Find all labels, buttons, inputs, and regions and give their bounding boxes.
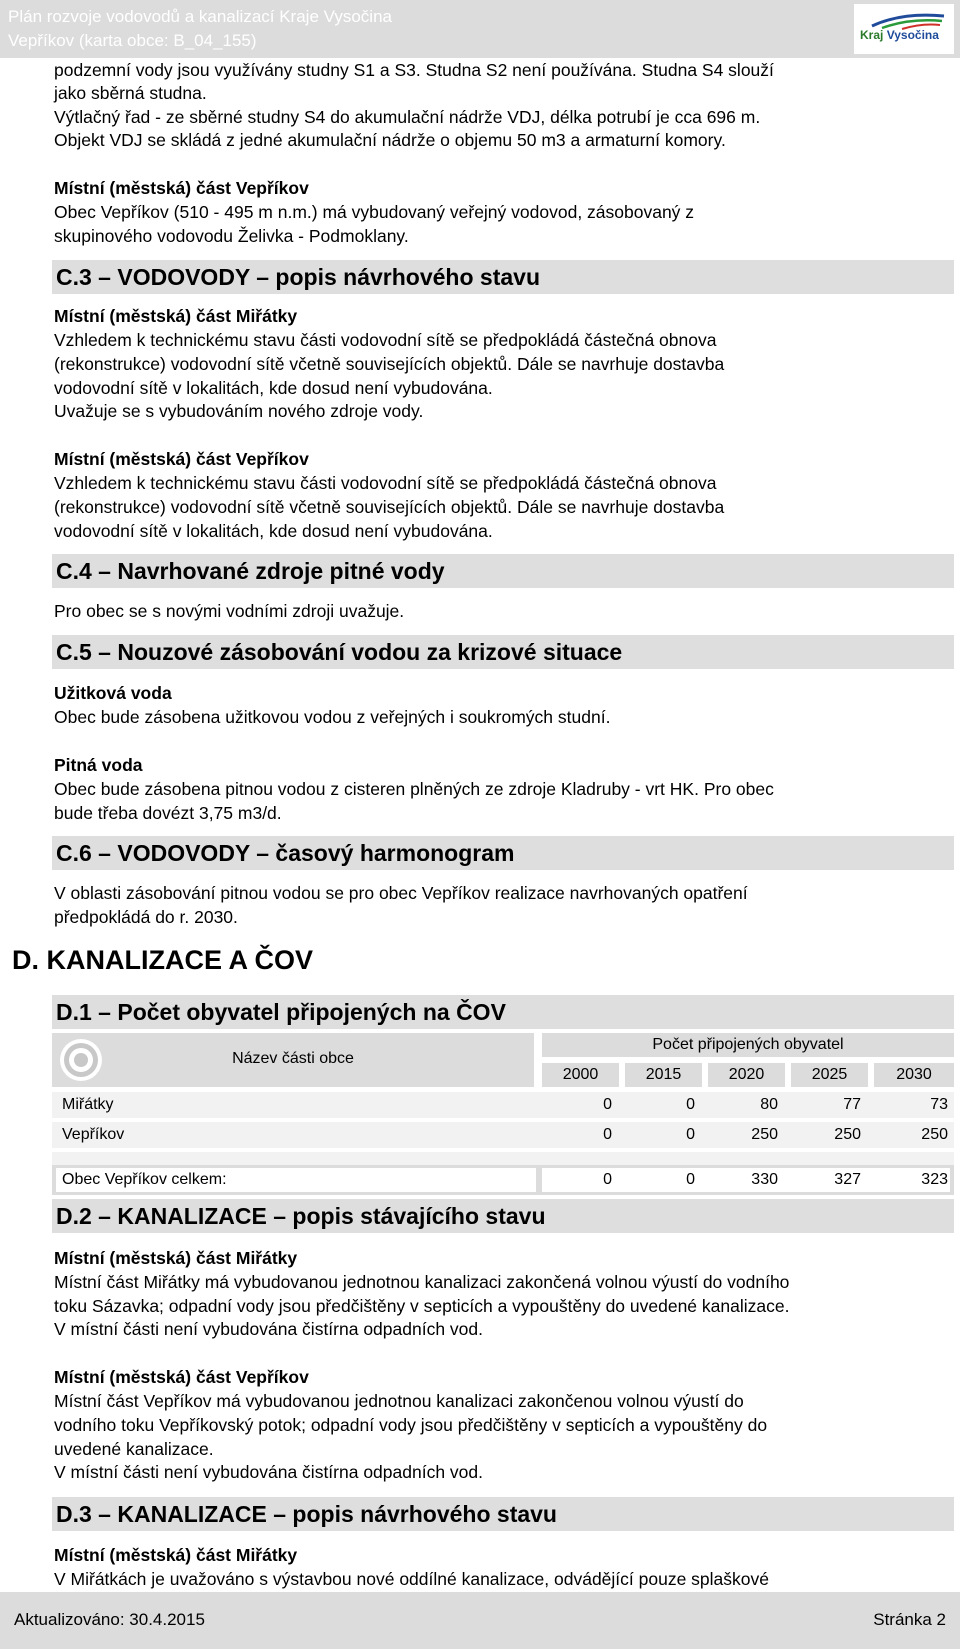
total-value: 0 (686, 1171, 695, 1188)
section-title-c5: C.5 – Nouzové zásobování vodou za krizové situace (52, 635, 954, 669)
paragraph-line: vodovodní sítě v lokalitách, kde dosud není vybudována. (54, 521, 493, 541)
paragraph-line: bude třeba dovézt 3,75 m3/d. (54, 803, 282, 823)
logo-text-a: Kraj (860, 28, 887, 42)
paragraph-line: vodovodní sítě v lokalitách, kde dosud není vybudována. (54, 378, 493, 398)
section-title-c6: C.6 – VODOVODY – časový harmonogram (52, 836, 954, 870)
table-row (52, 1092, 954, 1118)
paragraph-line: Obec bude zásobena pitnou vodou z cisteren plněných ze zdroje Kladruby - vrt HK. Pro obec (54, 779, 774, 799)
row-value: 80 (760, 1096, 778, 1113)
paragraph-line: skupinového vodovodu Želivka - Podmoklany. (54, 226, 409, 246)
paragraph-line: toku Sázavka; odpadní vody jsou předčištěny v septicích a vypouštěny do uvedené kanalizace. (54, 1296, 790, 1316)
row-value: 250 (921, 1126, 948, 1143)
paragraph-line: (rekonstrukce) vodovodní sítě včetně souvisejících objektů. Dále se navrhuje dostavba (54, 354, 725, 374)
section-title-d2: D.2 – KANALIZACE – popis stávajícího stavu (52, 1199, 954, 1233)
year-header: 2020 (708, 1063, 785, 1087)
section-title-d1: D.1 – Počet obyvatel připojených na ČOV (52, 995, 954, 1029)
table-row (52, 1122, 954, 1148)
paragraph-line: Obec Vepříkov (510 - 495 m n.m.) má vybudovaný veřejný vodovod, zásobovaný z (54, 202, 695, 222)
paragraph-line: Uvažuje se s vybudováním nového zdroje vody. (54, 401, 424, 421)
year-header: 2000 (542, 1063, 619, 1087)
paragraph-line: Vzhledem k technickému stavu části vodovodní sítě se předpokládá částečná obnova (54, 330, 717, 350)
section-subheading: Užitková voda (54, 683, 172, 703)
paragraph-line: Pro obec se s novými vodními zdroji uvažuje. (54, 601, 405, 621)
total-name: Obec Vepříkov celkem: (62, 1171, 227, 1188)
row-value: 73 (930, 1096, 948, 1113)
intro-line: podzemní vody jsou využívány studny S1 a S3. Studna S2 není používána. Studna S4 slouží (54, 60, 774, 80)
section-subheading: Místní (městská) část Vepříkov (54, 178, 309, 198)
kraj-vysocina-logo (854, 4, 954, 54)
section-title-c3: C.3 – VODOVODY – popis návrhového stavu (52, 260, 954, 294)
row-value: 250 (751, 1126, 778, 1143)
row-value: 0 (603, 1126, 612, 1143)
total-value: 323 (921, 1171, 948, 1188)
table-total-row (52, 1165, 954, 1195)
section-subheading: Místní (městská) část Miřátky (54, 306, 298, 326)
logo-text-b: Vysočina (886, 28, 939, 42)
updated-date: Aktualizováno: 30.4.2015 (14, 1610, 205, 1629)
total-value: 330 (751, 1171, 778, 1188)
row-name: Vepříkov (62, 1126, 125, 1143)
row-value: 0 (686, 1126, 695, 1143)
section-subheading: Místní (městská) část Vepříkov (54, 1367, 309, 1387)
intro-line: Objekt VDJ se skládá z jedné akumulační nádrže o objemu 50 m3 a armaturní komory. (54, 130, 726, 150)
chapter-title-d: D. KANALIZACE A ČOV (12, 945, 313, 975)
year-header: 2030 (874, 1063, 954, 1087)
paragraph-line: V místní části není vybudována čistírna odpadních vod. (54, 1462, 483, 1482)
section-subheading: Místní (městská) část Vepříkov (54, 449, 309, 469)
total-value: 0 (603, 1171, 612, 1188)
logo-swoosh-icon (862, 10, 948, 30)
table-header-name (52, 1033, 534, 1087)
paragraph-line: uvedené kanalizace. (54, 1439, 214, 1459)
header-title: Plán rozvoje vodovodů a kanalizací Kraje Vysočina (8, 7, 392, 26)
paragraph-line: Místní část Miřátky má vybudovanou jednotnou kanalizaci zakončená volnou výustí do vodního (54, 1272, 790, 1292)
paragraph-line: Obec bude zásobena užitkovou vodou z veřejných i soukromých studní. (54, 707, 611, 727)
paragraph-line: V oblasti zásobování pitnou vodou se pro obec Vepříkov realizace navrhovaných opatření (54, 883, 748, 903)
year-header: 2015 (625, 1063, 702, 1087)
row-value: 77 (843, 1096, 861, 1113)
section-subheading: Místní (městská) část Miřátky (54, 1545, 298, 1565)
paragraph-line: Vzhledem k technickému stavu části vodovodní sítě se předpokládá částečná obnova (54, 473, 717, 493)
logo-text (860, 28, 939, 42)
section-subheading: Pitná voda (54, 755, 143, 775)
section-title-d3: D.3 – KANALIZACE – popis návrhového stavu (52, 1497, 954, 1531)
paragraph-line: Místní část Vepříkov má vybudovanou jednotnou kanalizaci zakončenou volnou výustí do (54, 1391, 744, 1411)
year-header: 2025 (791, 1063, 868, 1087)
count-column-header: Počet připojených obyvatel (542, 1033, 954, 1057)
paragraph-line: vodního toku Vepříkovský potok; odpadní vody jsou předčištěny v septicích a vypouštěny do (54, 1415, 768, 1435)
header-subtitle: Vepříkov (karta obce: B_04_155) (8, 31, 257, 50)
row-value: 250 (834, 1126, 861, 1143)
intro-line: jako sběrná studna. (54, 83, 207, 103)
row-value: 0 (603, 1096, 612, 1113)
paragraph-line: předpokládá do r. 2030. (54, 907, 238, 927)
paragraph-line: (rekonstrukce) vodovodní sítě včetně souvisejících objektů. Dále se navrhuje dostavba (54, 497, 725, 517)
page-number: Stránka 2 (873, 1610, 946, 1629)
paragraph-line: V místní části není vybudována čistírna odpadních vod. (54, 1319, 483, 1339)
paragraph-line: V Miřátkách je uvažováno s výstavbou nové oddílné kanalizace, odvádějící pouze splaškové (54, 1569, 770, 1589)
name-column-header: Název části obce (232, 1050, 354, 1067)
page-footer (0, 1592, 960, 1649)
row-name: Miřátky (62, 1096, 114, 1113)
section-subheading: Místní (městská) část Miřátky (54, 1248, 298, 1268)
section-title-c4: C.4 – Navrhované zdroje pitné vody (52, 554, 954, 588)
row-value: 0 (686, 1096, 695, 1113)
intro-line: Výtlačný řad - ze sběrné studny S4 do akumulační nádrže VDJ, délka potrubí je cca 696 m. (54, 107, 761, 127)
page-header (0, 0, 960, 58)
total-value: 327 (834, 1171, 861, 1188)
